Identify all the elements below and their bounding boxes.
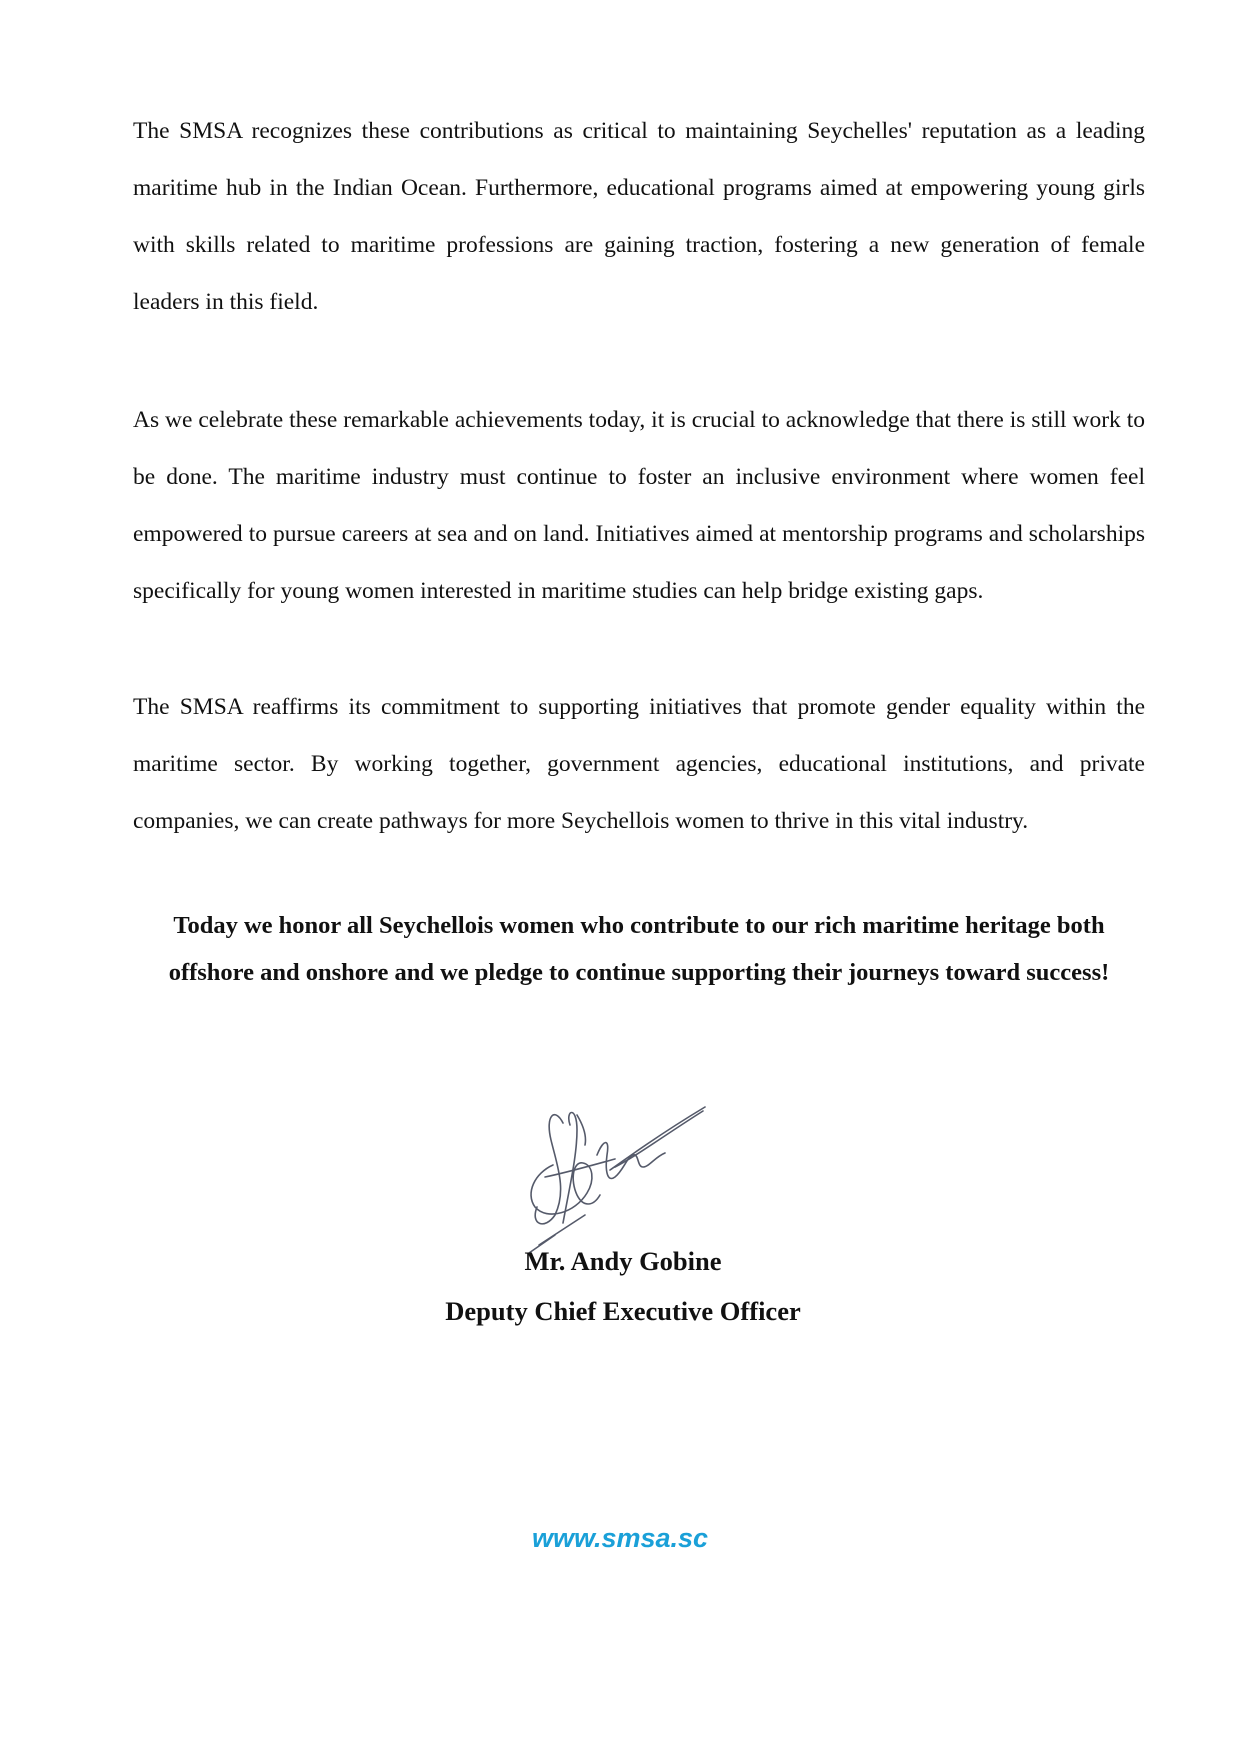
signatory-name: Mr. Andy Gobine: [524, 1246, 722, 1276]
body-paragraph-1: The SMSA recognizes these contributions as critical to maintaining Seychelles' reputation as a leading maritime hub in the Indian Ocean. Furthermore, educational programs aimed at empowering young girls with skills related to maritime professions are gaining traction, fostering a new generation of female leaders in this field.: [133, 118, 1145, 315]
handwritten-signature: [515, 1095, 715, 1255]
closing-statement: Today we honor all Seychellois women who contribute to our rich maritime heritage both offshore and onshore and we pledge to continue supporting their journeys toward success!: [168, 912, 1110, 986]
website-link[interactable]: www.smsa.sc: [531, 1523, 709, 1553]
body-paragraph-3: The SMSA reaffirms its commitment to supporting initiatives that promote gender equality within the maritime sector. By working together, government agencies, educational institutions, and private companies, we can create pathways for more Seychellois women to thrive in this vital industry.: [133, 694, 1145, 834]
signatory-title: Deputy Chief Executive Officer: [445, 1296, 801, 1326]
body-paragraph-2: As we celebrate these remarkable achievements today, it is crucial to acknowledge that there is still work to be done. The maritime industry must continue to foster an inclusive environment where women feel empowered to pursue careers at sea and on land. Initiatives aimed at mentorship programs and scholarships specifically for young women interested in maritime studies can help bridge existing gaps.: [133, 407, 1145, 604]
